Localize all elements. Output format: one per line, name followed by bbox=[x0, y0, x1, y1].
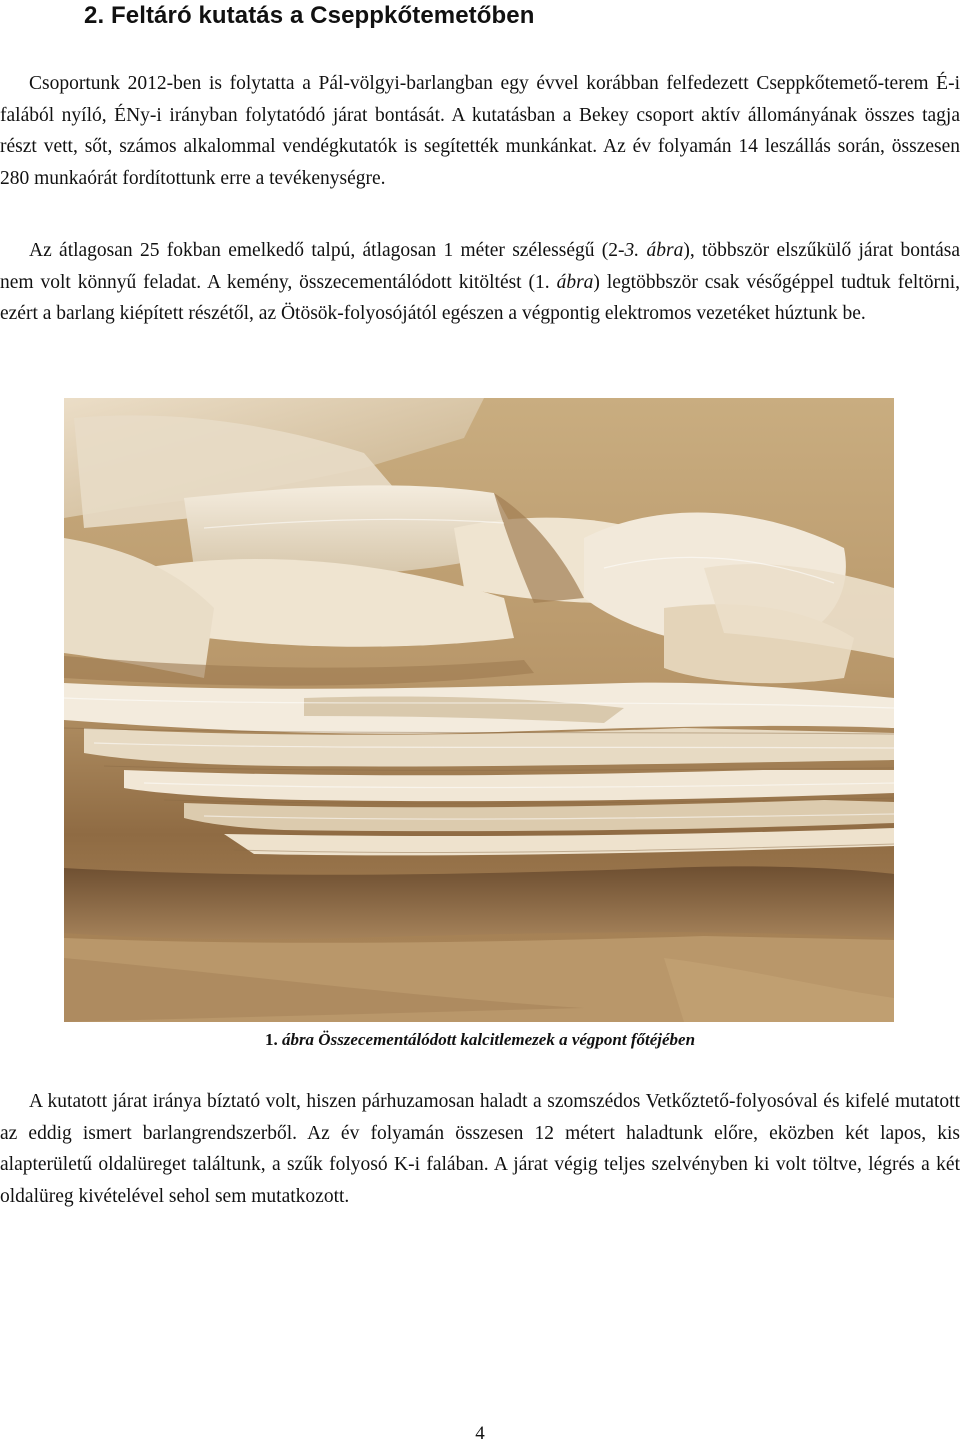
cave-photo bbox=[64, 398, 894, 1022]
figure-photo-calcite-plates bbox=[64, 398, 894, 1022]
paragraph-excavation-text-2: ), többször elszűkülő járat bontása nem volt könnyű feladat. A kemény, összecementálódott kitöltést (1. bbox=[0, 240, 960, 293]
paragraph-intro-text: Csoportunk 2012-ben is folytatta a Pál-völgyi-barlangban egy évvel korábban felfedezett Cseppkőtemető-terem É-i falából nyíló, ÉNy-i irányban folytatódó járat bontását. A kutatásban a Bekey csoport aktív állományának összes tagja részt vett, sőt, számos alkalommal vendégkutatók is segítették munkánkat. Az év folyamán 14 leszállás során, összesen 280 munkaórát fordítottunk erre a tevékenységre. bbox=[0, 73, 960, 189]
figure-caption-number: 1. bbox=[264, 1030, 278, 1049]
figure-caption-text: ábra Összecementálódott kalcitlemezek a végpont főtéjében bbox=[281, 1030, 696, 1049]
section-heading: 2. Feltáró kutatás a Cseppkőtemetőben bbox=[84, 2, 535, 29]
paragraph-direction-text: A kutatott járat iránya bíztató volt, hiszen párhuzamosan haladt a szomszédos Vetkőztető-folyosóval és kifelé mutatott az eddig ismert barlangrendszerből. Az év folyamán összesen 12 métert haladtunk előre, eközben két lapos, kis alapterületű oldalüreget találtunk, a szűk folyosó K-i falában. A járat végig teljes szelvényben ki volt töltve, légrés a két oldalüreg kivételével sehol sem mutatkozott. bbox=[0, 1091, 960, 1207]
paragraph-direction bbox=[0, 1086, 960, 1212]
page-number: 4 bbox=[475, 1423, 485, 1444]
paragraph-excavation bbox=[0, 235, 960, 330]
paragraph-excavation-text-1: Az átlagosan 25 fokban emelkedő talpú, átlagosan 1 méter szélességű (2- bbox=[29, 240, 625, 261]
paragraph-excavation-text-3: ) legtöbbször csak vésőgéppel tudtuk feltörni, ezért a barlang kiépített részétől, az Ötösök-folyosójától egészen a végpontig elektromos vezetéket húztunk be. bbox=[0, 271, 960, 324]
figure-reference: ábra bbox=[556, 271, 594, 293]
figure-reference: 3. ábra bbox=[624, 240, 684, 261]
figure-caption bbox=[0, 1030, 960, 1050]
paragraph-intro bbox=[0, 68, 960, 194]
